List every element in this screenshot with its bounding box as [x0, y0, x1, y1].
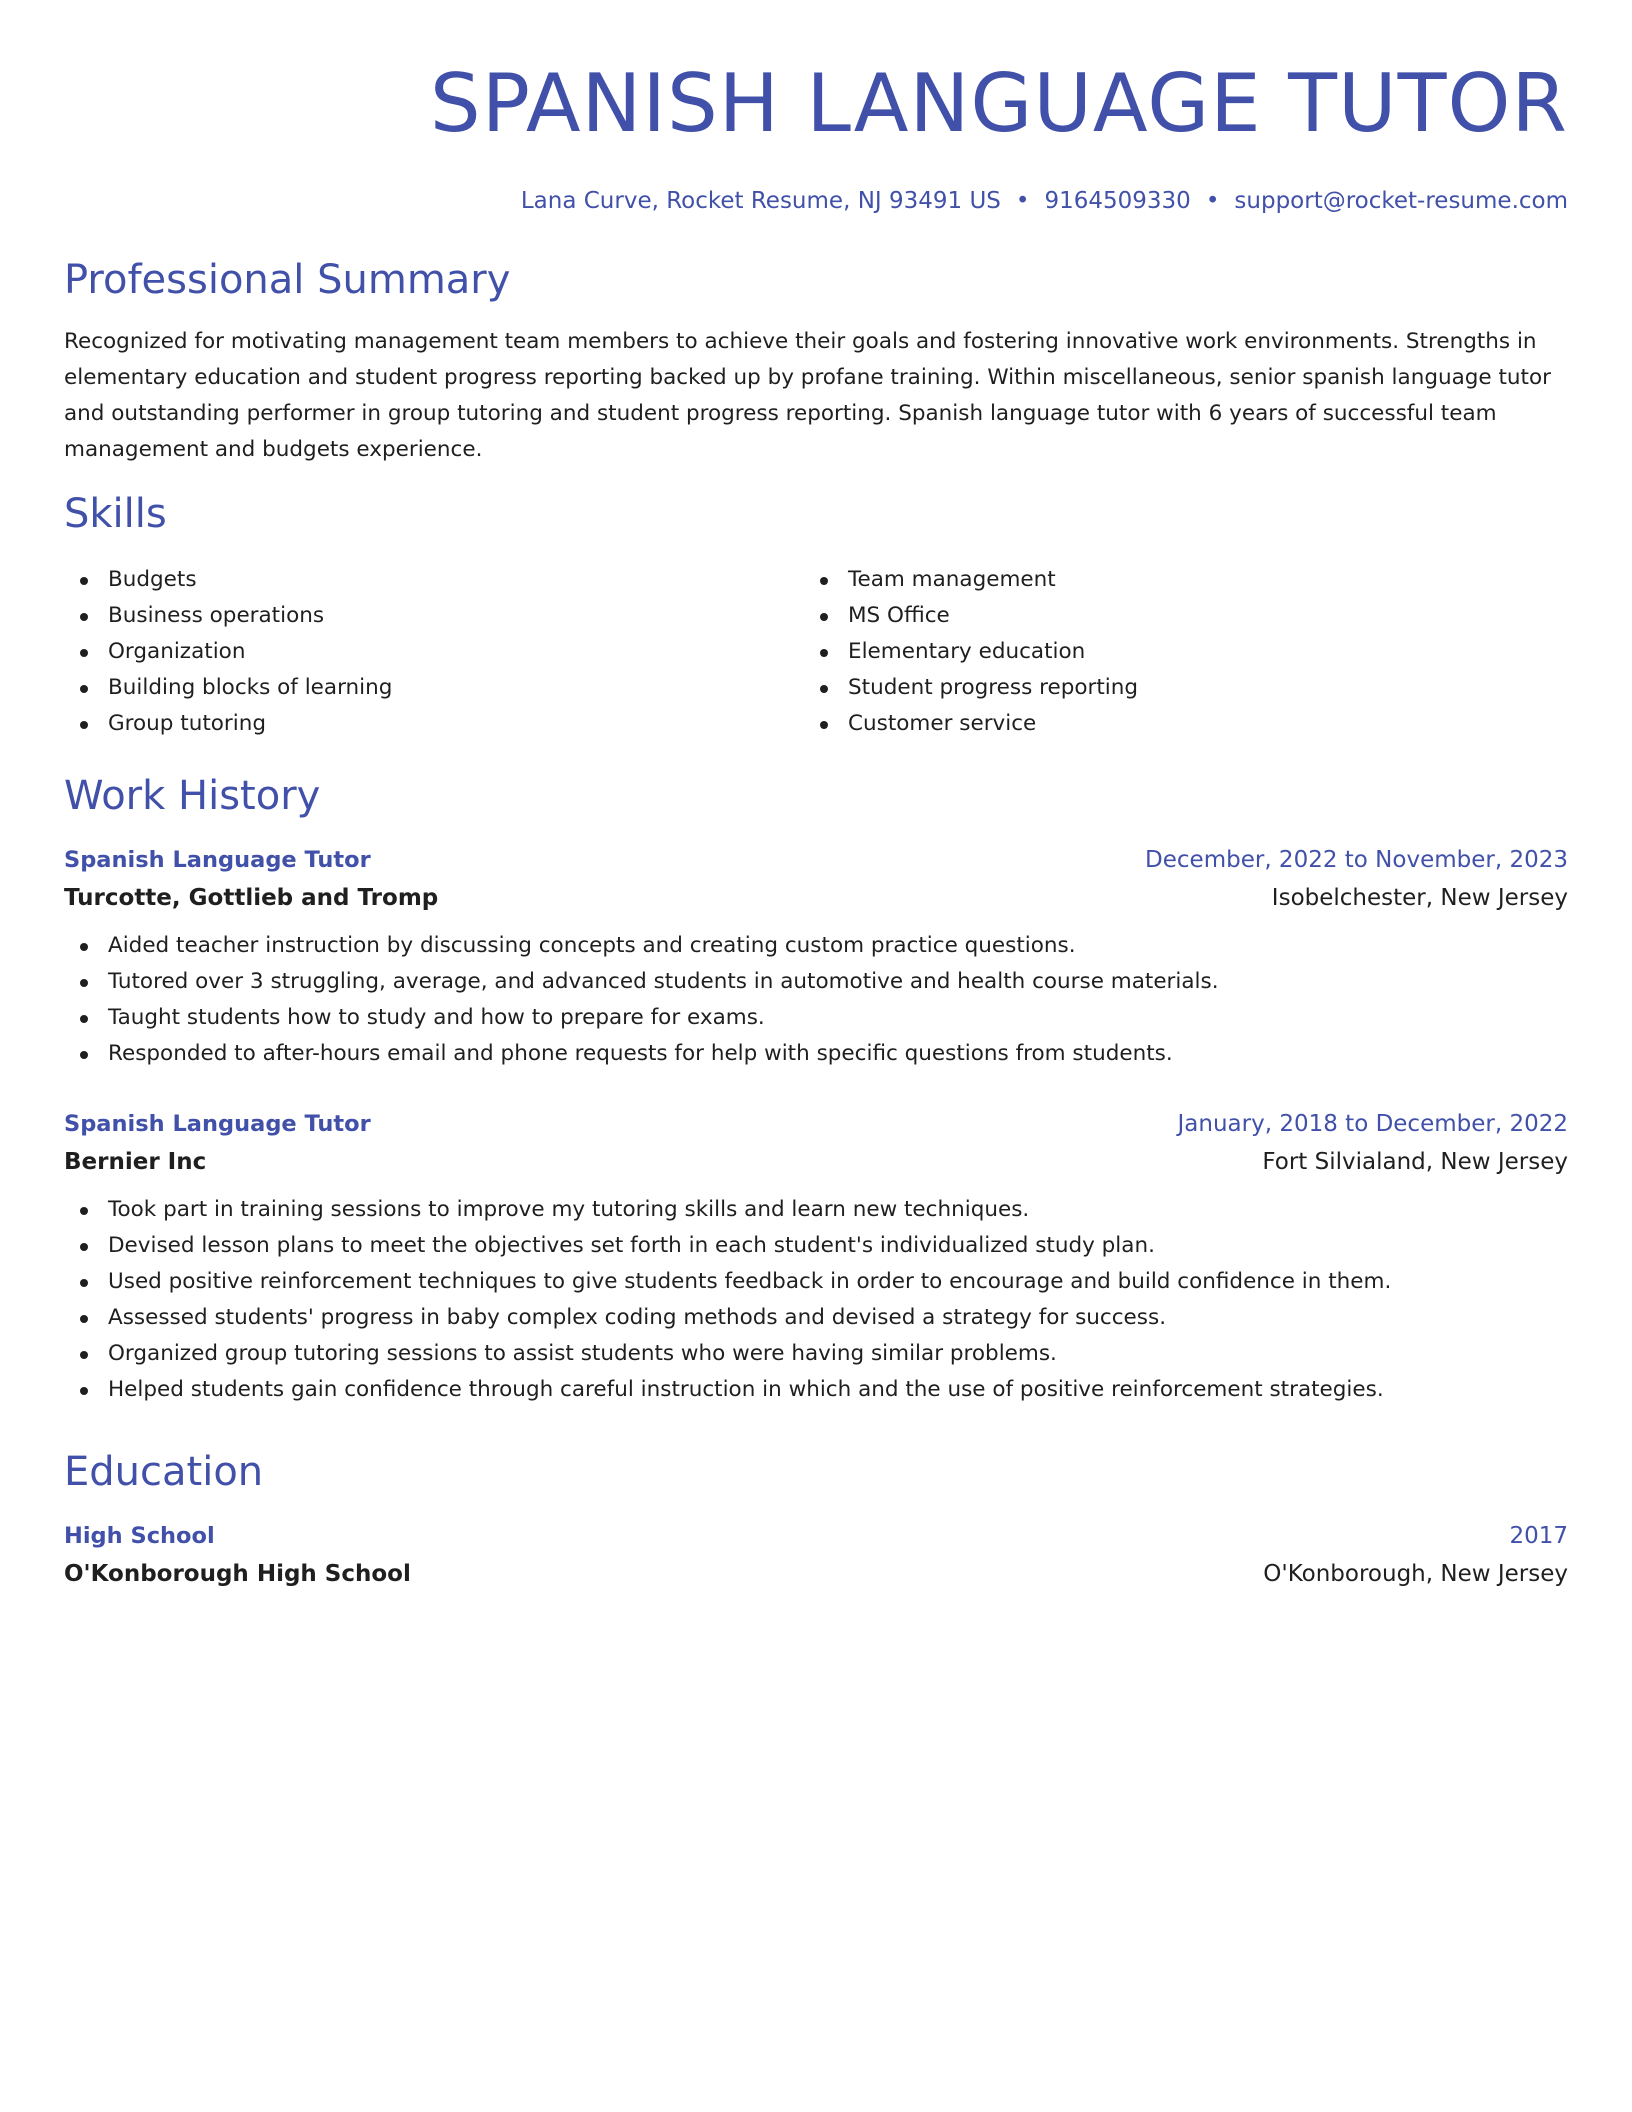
skill-item: Customer service: [804, 706, 1544, 742]
work-history-section: [64, 772, 1568, 1408]
contact-address: Lana Curve, Rocket Resume, NJ 93491 US: [520, 188, 1001, 214]
education-school-row: [64, 1554, 1568, 1594]
education-degree-row: [64, 1518, 1568, 1554]
skills-column-right: [804, 562, 1544, 742]
skill-item: Student progress reporting: [804, 670, 1544, 706]
education-location: O'Konborough, New Jersey: [1263, 1561, 1568, 1587]
education-section: [64, 1448, 1568, 1594]
job-bullet: Used positive reinforcement techniques to give students feedback in order to encourage and build confidence in them.: [64, 1264, 1568, 1300]
job-bullet: Taught students how to study and how to prepare for exams.: [64, 1000, 1568, 1036]
education-year: 2017: [1509, 1523, 1568, 1549]
education-degree: High School: [64, 1523, 215, 1549]
resume-header: [64, 56, 1568, 216]
job-company-row: [64, 878, 1568, 918]
job-bullet: Helped students gain confidence through careful instruction in which and the use of positive reinforcement strategies.: [64, 1372, 1568, 1408]
contact-separator: •: [1015, 188, 1030, 214]
skills-heading: Skills: [64, 491, 167, 537]
skill-item: MS Office: [804, 598, 1544, 634]
skills-grid: [64, 562, 1568, 742]
job-bullet: Took part in training sessions to improve my tutoring skills and learn new techniques.: [64, 1192, 1568, 1228]
skill-item: Elementary education: [804, 634, 1544, 670]
summary-heading: Professional Summary: [64, 257, 511, 303]
job-company: Bernier Inc: [64, 1149, 207, 1175]
skill-item: Building blocks of learning: [64, 670, 804, 706]
job-location: Isobelchester, New Jersey: [1271, 885, 1568, 911]
education-heading: Education: [64, 1449, 264, 1495]
job-title: Spanish Language Tutor: [64, 1111, 371, 1137]
job-dates: January, 2018 to December, 2022: [1177, 1111, 1568, 1137]
resume-title: SPANISH LANGUAGE TUTOR: [429, 57, 1568, 150]
job-bullet: Organized group tutoring sessions to assist students who were having similar problems.: [64, 1336, 1568, 1372]
skill-item: Budgets: [64, 562, 804, 598]
job-location: Fort Silvialand, New Jersey: [1262, 1149, 1568, 1175]
contact-line: [64, 186, 1568, 216]
job-title-row: [64, 1106, 1568, 1142]
skill-item: Organization: [64, 634, 804, 670]
education-entry: [64, 1518, 1568, 1594]
job-company: Turcotte, Gottlieb and Tromp: [64, 885, 439, 911]
contact-separator: •: [1205, 188, 1220, 214]
job-bullet: Tutored over 3 struggling, average, and advanced students in automotive and health course materials.: [64, 964, 1568, 1000]
skill-item: Business operations: [64, 598, 804, 634]
job-title-row: [64, 842, 1568, 878]
job-company-row: [64, 1142, 1568, 1182]
skills-section: [64, 490, 1568, 742]
job-bullets: [64, 928, 1568, 1072]
contact-phone: 9164509330: [1044, 188, 1191, 214]
job-entry: [64, 842, 1568, 1072]
summary-section: [64, 256, 1568, 468]
job-bullet: Aided teacher instruction by discussing concepts and creating custom practice questions.: [64, 928, 1568, 964]
work-history-heading: Work History: [64, 773, 321, 819]
job-title: Spanish Language Tutor: [64, 847, 371, 873]
skill-item: Group tutoring: [64, 706, 804, 742]
job-dates: December, 2022 to November, 2023: [1145, 847, 1568, 873]
education-school: O'Konborough High School: [64, 1561, 411, 1587]
job-bullet: Assessed students' progress in baby complex coding methods and devised a strategy for success.: [64, 1300, 1568, 1336]
summary-text: Recognized for motivating management team members to achieve their goals and fostering innovative work environments. Strengths in elementary education and student progress reporting backed up by profane training. Within miscellaneous, senior spanish language tutor and outstanding performer in group tutoring and student progress reporting. Spanish language tutor with 6 years of successful team management and budgets experience.: [64, 329, 1551, 462]
skill-item: Team management: [804, 562, 1544, 598]
job-bullet: Responded to after-hours email and phone requests for help with specific questions from students.: [64, 1036, 1568, 1072]
skills-column-left: [64, 562, 804, 742]
job-entry: [64, 1106, 1568, 1408]
job-bullets: [64, 1192, 1568, 1408]
job-bullet: Devised lesson plans to meet the objectives set forth in each student's individualized study plan.: [64, 1228, 1568, 1264]
contact-email: support@rocket-resume.com: [1234, 188, 1568, 214]
